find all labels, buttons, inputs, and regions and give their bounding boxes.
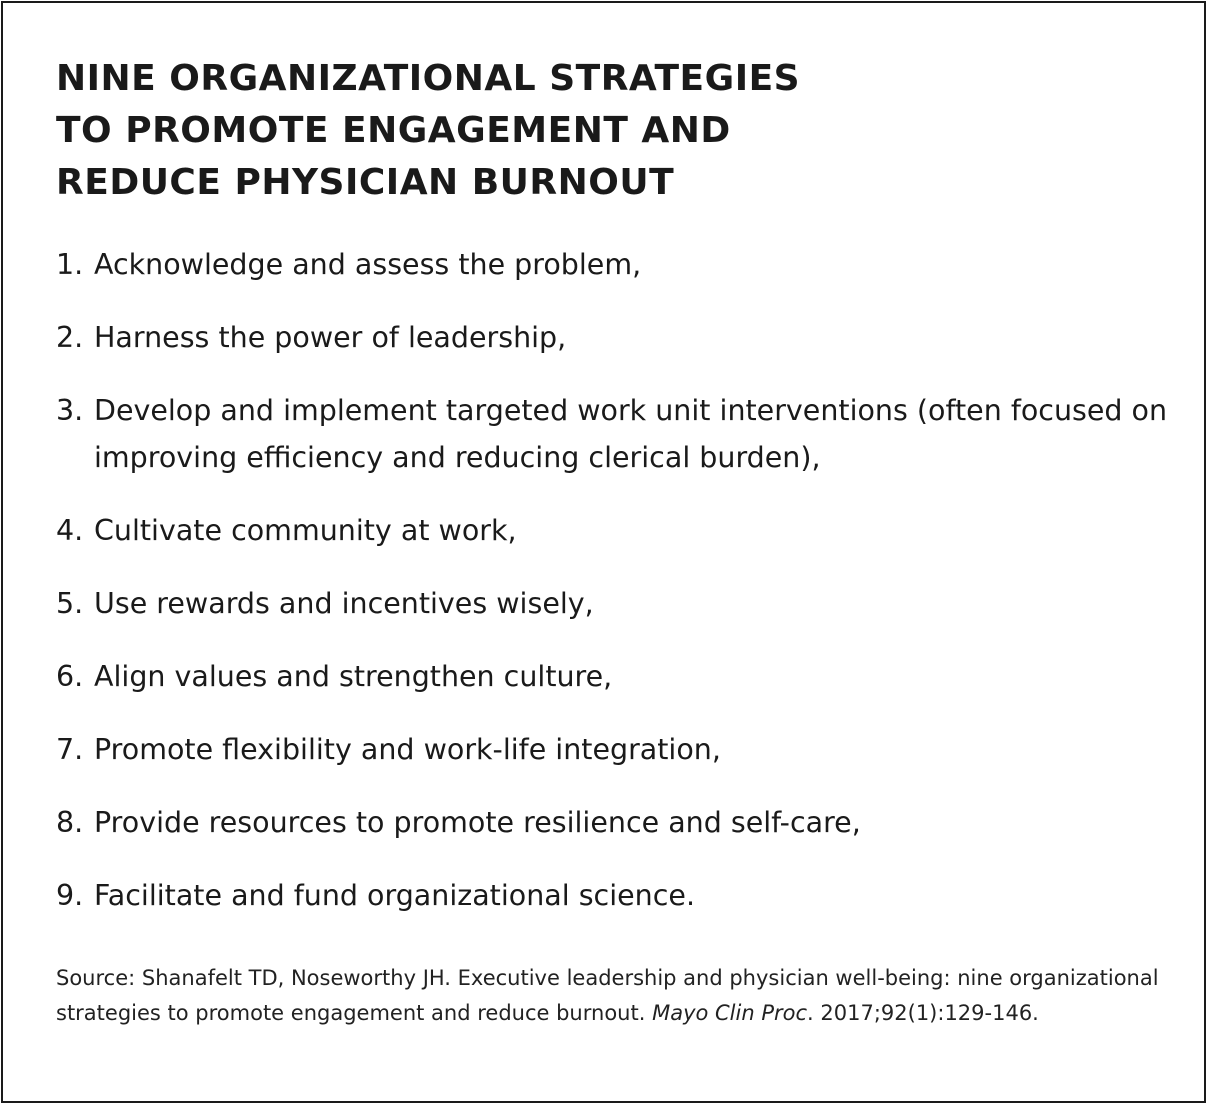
item-text: Use rewards and incentives wisely, [94,587,594,620]
list-item [56,872,1176,919]
item-text: Acknowledge and assess the problem, [94,248,642,281]
item-number: 2. [56,321,84,354]
item-number: 9. [56,879,84,912]
list-item [56,653,1176,700]
strategy-list [56,241,1176,945]
strategies-box [1,1,1206,1103]
item-text: Harness the power of leadership, [94,321,567,354]
item-text: Provide resources to promote resilience and self-care, [94,806,861,839]
item-text: Align values and strengthen culture, [94,660,613,693]
box-title [56,53,1156,209]
source-suffix: . 2017;92(1):129-146. [807,1000,1039,1025]
list-item [56,241,1176,288]
item-text: Facilitate and fund organizational science. [94,879,696,912]
item-number: 1. [56,248,84,281]
item-number: 6. [56,660,84,693]
source-journal: Mayo Clin Proc [652,1000,808,1025]
item-text: Promote flexibility and work-life integration, [94,733,721,766]
item-text: Cultivate community at work, [94,514,517,547]
item-number: 3. [56,394,84,427]
list-item [56,507,1176,554]
list-item [56,580,1176,627]
item-number: 5. [56,587,84,620]
source-prefix: Source: Shanafelt TD, Noseworthy JH. Executive leadership and physician well-being: nine organizational strategies to promote engagement and reduce burnout. [56,966,1159,1025]
list-item [56,314,1176,361]
title-line-2: TO PROMOTE ENGAGEMENT AND [56,110,731,151]
list-item [56,387,1176,481]
title-line-1: NINE ORGANIZATIONAL STRATEGIES [56,58,801,99]
item-number: 4. [56,514,84,547]
source-citation [56,961,1166,1030]
item-number: 7. [56,733,84,766]
list-item [56,799,1176,846]
item-number: 8. [56,806,84,839]
item-text: Develop and implement targeted work unit interventions (often focused on improving efficiency and reducing clerical burden), [94,394,1168,474]
list-item [56,726,1176,773]
title-line-3: REDUCE PHYSICIAN BURNOUT [56,162,675,203]
